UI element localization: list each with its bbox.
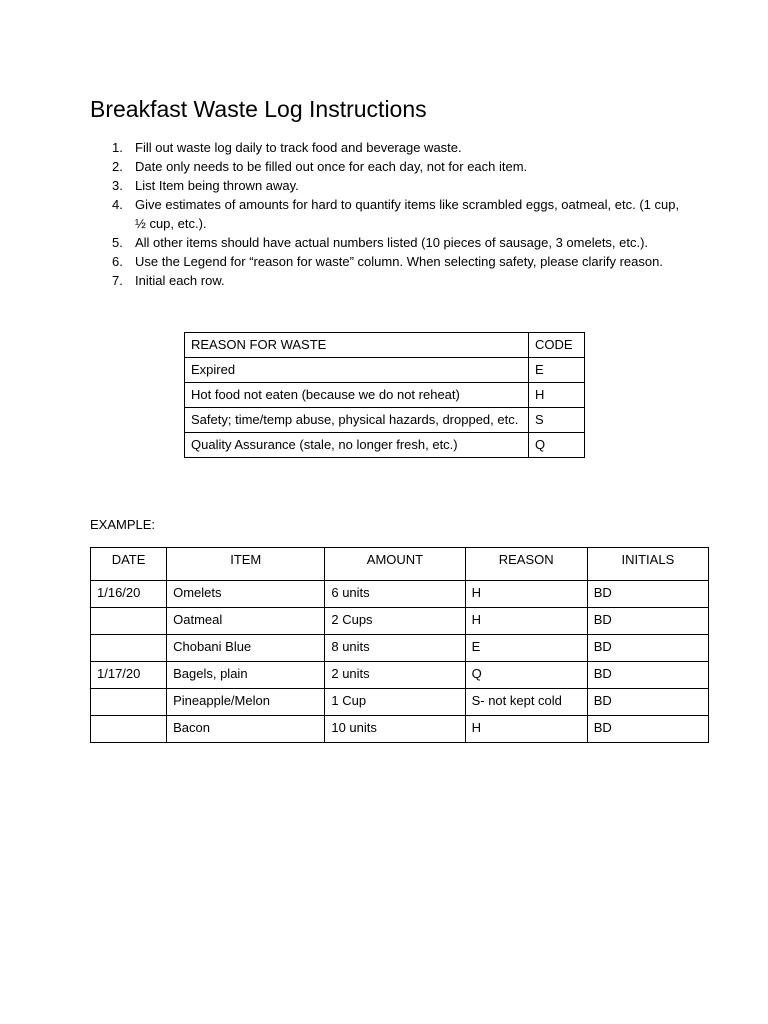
cell-item: Oatmeal (167, 608, 325, 635)
example-label: EXAMPLE: (90, 517, 156, 532)
cell-amount: 8 units (325, 635, 465, 662)
instructions-list (90, 138, 690, 290)
header-item: ITEM (167, 548, 325, 581)
legend-row (185, 408, 585, 433)
instruction-item (90, 157, 690, 176)
instruction-item (90, 195, 690, 233)
legend-code: E (529, 358, 585, 383)
cell-reason: E (465, 635, 587, 662)
cell-initials: BD (587, 689, 708, 716)
cell-amount: 10 units (325, 716, 465, 743)
instruction-text: All other items should have actual numbers listed (10 pieces of sausage, 3 omelets, etc.). (135, 235, 649, 250)
table-row (91, 662, 709, 689)
instruction-item (90, 233, 690, 252)
legend-row (185, 383, 585, 408)
legend-reason: Expired (185, 358, 529, 383)
instruction-number: 4. (112, 197, 123, 212)
cell-reason: S- not kept cold (465, 689, 587, 716)
cell-date: 1/16/20 (91, 581, 167, 608)
instruction-item (90, 252, 690, 271)
instruction-number: 1. (112, 140, 123, 155)
table-row (91, 581, 709, 608)
cell-reason: H (465, 608, 587, 635)
cell-item: Bacon (167, 716, 325, 743)
instruction-item (90, 176, 690, 195)
legend-reason: Quality Assurance (stale, no longer fresh, etc.) (185, 433, 529, 458)
cell-amount: 1 Cup (325, 689, 465, 716)
cell-amount: 2 Cups (325, 608, 465, 635)
header-amount: AMOUNT (325, 548, 465, 581)
cell-date: 1/17/20 (91, 662, 167, 689)
cell-amount: 6 units (325, 581, 465, 608)
instruction-number: 7. (112, 273, 123, 288)
cell-reason: Q (465, 662, 587, 689)
cell-initials: BD (587, 608, 708, 635)
instruction-text: Date only needs to be filled out once for each day, not for each item. (135, 159, 528, 174)
instruction-text: Fill out waste log daily to track food and beverage waste. (135, 140, 462, 155)
cell-initials: BD (587, 581, 708, 608)
cell-item: Chobani Blue (167, 635, 325, 662)
instruction-text: Give estimates of amounts for hard to quantify items like scrambled eggs, oatmeal, etc. (1 cup, ½ cup, etc.). (135, 197, 680, 231)
cell-item: Pineapple/Melon (167, 689, 325, 716)
instruction-number: 6. (112, 254, 123, 269)
legend-header-reason: REASON FOR WASTE (185, 333, 529, 358)
cell-item: Omelets (167, 581, 325, 608)
cell-item: Bagels, plain (167, 662, 325, 689)
cell-date (91, 716, 167, 743)
table-row (91, 608, 709, 635)
legend-row (185, 358, 585, 383)
page-title: Breakfast Waste Log Instructions (90, 96, 427, 122)
cell-date (91, 635, 167, 662)
legend-code: H (529, 383, 585, 408)
instruction-text: List Item being thrown away. (135, 178, 299, 193)
instruction-item (90, 271, 690, 290)
cell-amount: 2 units (325, 662, 465, 689)
cell-date (91, 608, 167, 635)
instruction-text: Initial each row. (135, 273, 225, 288)
legend-reason: Hot food not eaten (because we do not reheat) (185, 383, 529, 408)
instruction-number: 5. (112, 235, 123, 250)
cell-date (91, 689, 167, 716)
example-header-row (91, 548, 709, 581)
table-row (91, 716, 709, 743)
header-reason: REASON (465, 548, 587, 581)
header-initials: INITIALS (587, 548, 708, 581)
legend-header-code: CODE (529, 333, 585, 358)
legend-row (185, 433, 585, 458)
legend-reason: Safety; time/temp abuse, physical hazards, dropped, etc. (185, 408, 529, 433)
cell-reason: H (465, 716, 587, 743)
cell-initials: BD (587, 716, 708, 743)
cell-initials: BD (587, 662, 708, 689)
legend-header-row (185, 333, 585, 358)
legend-code: S (529, 408, 585, 433)
instruction-item (90, 138, 690, 157)
instruction-number: 3. (112, 178, 123, 193)
table-row (91, 635, 709, 662)
instruction-text: Use the Legend for “reason for waste” column. When selecting safety, please clarify reason. (135, 254, 663, 269)
example-log-table (90, 547, 709, 743)
cell-initials: BD (587, 635, 708, 662)
table-row (91, 689, 709, 716)
cell-reason: H (465, 581, 587, 608)
legend-table (184, 332, 585, 458)
legend-code: Q (529, 433, 585, 458)
header-date: DATE (91, 548, 167, 581)
instruction-number: 2. (112, 159, 123, 174)
